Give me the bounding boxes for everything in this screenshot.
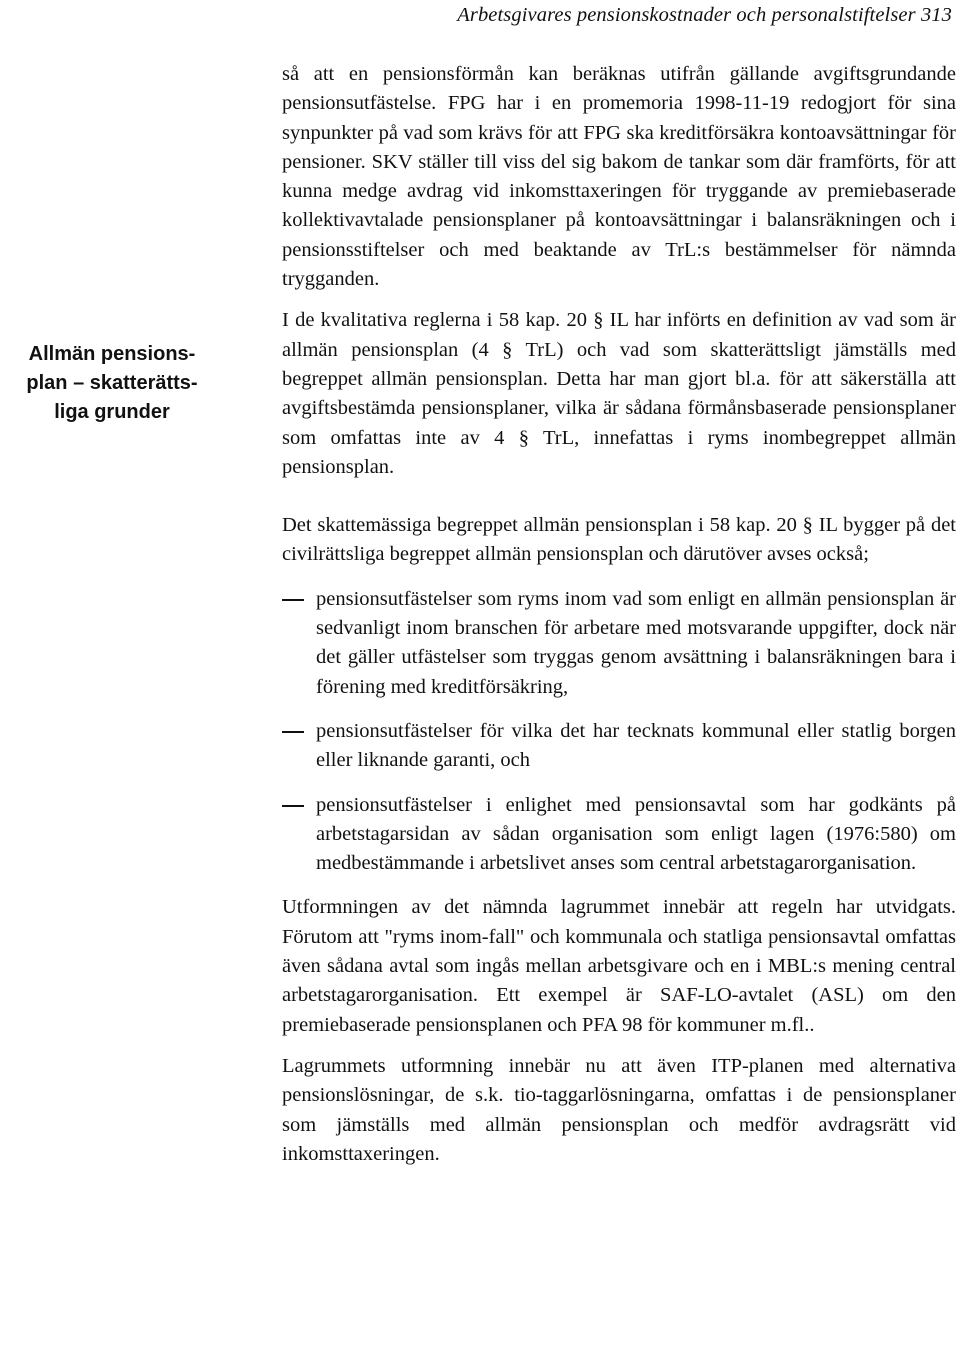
page-number: 313	[920, 4, 952, 26]
paragraph-3: Det skattemässiga begreppet allmän pensionsplan i 58 kap. 20 § IL bygger på det civilrättsliga begreppet allmän pensionsplan och därutöver avses också;	[282, 514, 956, 566]
running-header	[457, 4, 952, 27]
list-item	[282, 585, 956, 702]
paragraph-1: så att en pensionsförmån kan beräknas utifrån gällande avgiftsgrundande pensionsutfästelse. FPG har i en promemoria 1998-11-19 redogjort för sina synpunkter på vad som krävs för att FPG ska kreditförsäkra kontoavsättningar för pensioner. SKV ställer till viss del sig bakom de tankar som där framförts, för att kunna medge avdrag vid inkomsttaxeringen för tryggande av premiebaserade kollektivavtalade pensionsplaner på kontoavsättningar i balansräkningen och i pensionsstiftelser och med beaktande av TrL:s bestämmelser för nämnda trygganden.	[282, 63, 956, 291]
list-item	[282, 717, 956, 776]
main-text	[282, 60, 956, 1169]
list-item-text: pensionsutfästelser för vilka det har tecknats kommunal eller statlig borgen eller liknande garanti, och	[316, 719, 956, 772]
list-item-text: pensionsutfästelser i enlighet med pensionsavtal som har godkänts på arbetstagarsidan av sådan organisation som enligt lagen (1976:580) om medbestämmande i arbetslivet anses som central arbetstagarorganisation.	[316, 793, 956, 875]
dash-bullet	[282, 791, 316, 879]
paragraph-4: Utformningen av det nämnda lagrummet innebär att regeln har utvidgats. Förutom att "ryms inom-fall" och kommunala och statliga pensionsavtal omfattas även sådana avtal som ingås mellan arbetsgivare och en i MBL:s mening central arbetstagarorganisation. Ett exempel är SAF-LO-avtalet (ASL) om den premiebaserade pensionsplanen och PFA 98 för kommuner m.fl..	[282, 896, 956, 1036]
list-item	[282, 791, 956, 879]
paragraph-2: I de kvalitativa reglerna i 58 kap. 20 § IL har införts en definition av vad som är allmän pensionsplan (4 § TrL) och vad som skatterättsligt jämställs med begreppet allmän pensionsplan. Detta har man gjort bl.a. för att säkerställa att avgiftsbestämda pensionsplaner, vilka är sådana förmånsbaserade pensionsplaner som omfattas inte av 4 § TrL, innefattas i ryms inombegreppet allmän pensionsplan.	[282, 309, 956, 478]
margin-heading-line-1: Allmän pensions-	[28, 343, 196, 365]
margin-heading	[6, 340, 218, 427]
list-item-text: pensionsutfästelser som ryms inom vad som enligt en allmän pensionsplan är sedvanligt inom branschen för arbetare med motsvarande uppgifter, dock när det gäller utfästelser som tryggas genom avsättning i balansräkningen bara i förening med kreditförsäkring,	[316, 587, 956, 698]
paragraph-5: Lagrummets utformning innebär nu att även ITP-planen med alternativa pensionslösningar, de s.k. tio-taggarlösningarna, omfattas i de pensionsplaner som jämställs med allmän pensionsplan och medför avdragsrätt vid inkomsttaxeringen.	[282, 1054, 956, 1165]
header-title: Arbetsgivares pensionskostnader och personalstiftelser	[457, 4, 916, 26]
margin-heading-line-3: liga grunder	[54, 401, 170, 423]
margin-heading-line-2: plan – skatterätts-	[26, 372, 198, 394]
dash-bullet	[282, 585, 316, 702]
dash-bullet	[282, 717, 316, 776]
